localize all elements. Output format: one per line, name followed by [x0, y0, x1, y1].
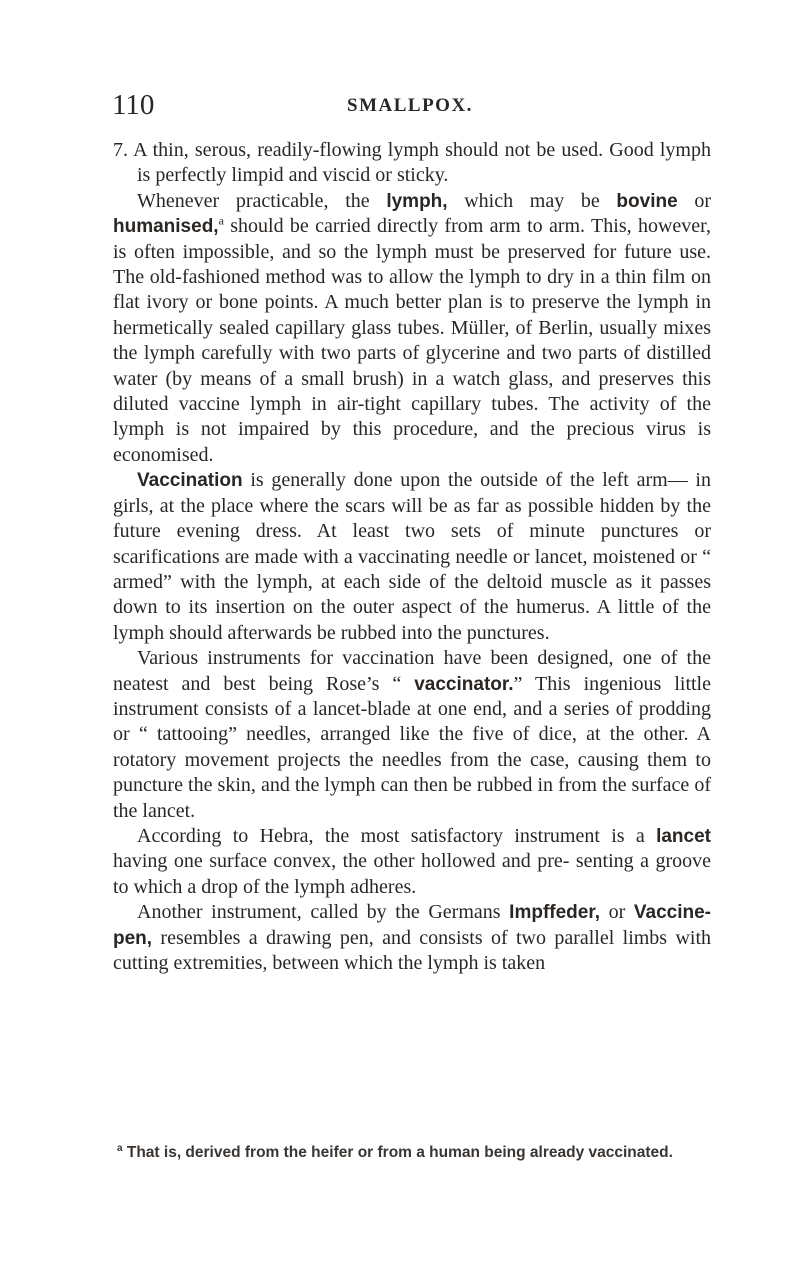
term-bovine: bovine	[616, 190, 678, 212]
term-lancet: lancet	[656, 825, 711, 847]
paragraph-instruments	[113, 646, 711, 824]
body-text	[113, 138, 711, 976]
paragraph-impffeder	[113, 900, 711, 976]
page-header	[112, 88, 712, 122]
term-impffeder: Impffeder,	[509, 902, 600, 924]
footnote-text: That is, derived from the heifer or from a human being already vaccinated.	[122, 1144, 673, 1161]
footnote-reference: a	[218, 213, 224, 228]
paragraph-text: which may be	[447, 189, 617, 212]
paragraph-text: Another instrument, called by the Germans	[137, 901, 510, 924]
footnote-mark: a	[117, 1142, 123, 1154]
paragraph-text: having one surface convex, the other hollowed and pre- senting a groove to which a drop of the lymph adheres.	[113, 850, 711, 898]
paragraph-text: resembles a drawing pen, and consists of two parallel limbs with cutting extremities, between which the lymph is taken	[113, 926, 711, 974]
paragraph-text: 7. A thin, serous, readily-flowing lymph should not be used. Good lymph is perfectly limpid and viscid or sticky.	[113, 139, 711, 187]
term-lymph: lymph,	[386, 190, 448, 212]
footnote	[117, 1143, 717, 1163]
running-head: SMALLPOX.	[347, 95, 473, 116]
paragraph-hebra	[113, 824, 711, 900]
paragraph-text: Various instruments for vaccination have been designed, one of the neatest and best being Rose’s “	[113, 647, 711, 695]
term-vaccination: Vaccination	[137, 470, 243, 492]
paragraph-text: ” This ingenious little instrument consists of a lancet-blade at one end, and a series of prodding or “ tattooing” needles, arranged like the five of dice, at the other. A rotatory movement projects the needles from the case, causing them to puncture the skin, and the lymph can then be rubbed in from the surface of the lancet.	[113, 672, 711, 822]
page-number: 110	[112, 89, 155, 121]
paragraph-text: Whenever practicable, the	[137, 189, 387, 212]
paragraph-lymph	[113, 189, 711, 468]
term-vaccine-pen: Vaccine-pen,	[113, 902, 711, 949]
term-humanised: humanised,	[113, 216, 219, 238]
paragraph-text: is generally done upon the outside of the left arm— in girls, at the place where the scars will be as far as possible hidden by the future evening dress. At least two sets of minute punctures or scarifications are made with a vaccinating needle or lancet, moistened or “ armed” with the lymph, at each side of the deltoid muscle as it passes down to its insertion on the outer aspect of the humerus. A little of the lymph should afterwards be rubbed into the punctures.	[113, 469, 711, 644]
paragraph-text: or	[677, 189, 711, 212]
paragraph-text: or	[599, 901, 634, 924]
term-vaccinator: vaccinator.	[414, 673, 514, 695]
paragraph-text: According to Hebra, the most satisfactory instrument is a	[137, 824, 657, 847]
paragraph-item-7	[113, 138, 711, 189]
paragraph-text: should be carried directly from arm to arm. This, however, is often impossible, and so the lymph must be preserved for future use. The old-fashioned method was to allow the lymph to dry in a thin film on flat ivory or bone points. A much better plan is to preserve the lymph in hermetically sealed capillary glass tubes. Müller, of Berlin, usually mixes the lymph carefully with two parts of glycerine and two parts of distilled water (by means of a small brush) in a watch glass, and preserves this diluted vaccine lymph in air-tight capillary tubes. The activity of the lymph is not impaired by this procedure, and the precious virus is economised.	[113, 215, 711, 466]
paragraph-vaccination	[113, 468, 711, 646]
